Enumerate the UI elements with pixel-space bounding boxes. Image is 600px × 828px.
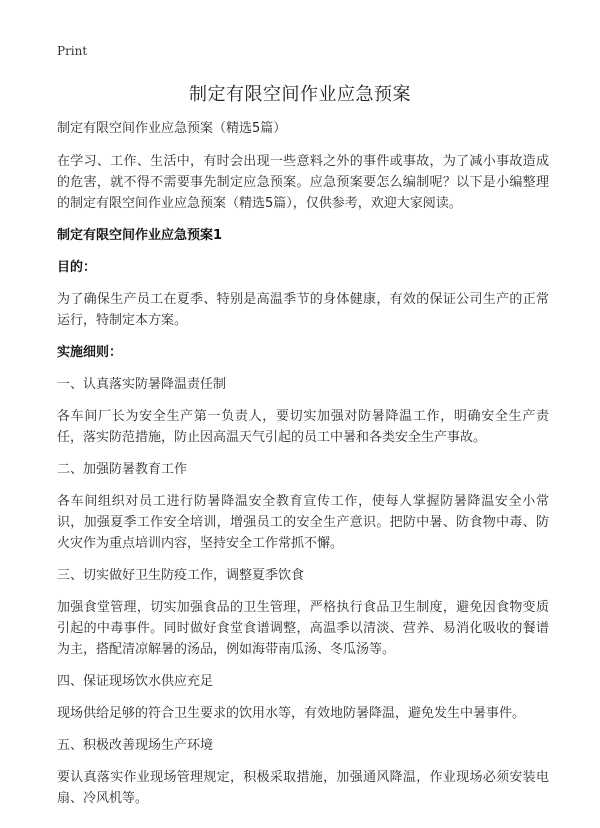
section-1-body: 各车间厂长为安全生产第一负责人，要切实加强对防暑降温工作，明确安全生产责任，落实防范措施，防止因高温天气引起的员工中暑和各类安全生产事故。 [57,409,549,445]
purpose-paragraph: 为了确保生产员工在夏季、特别是高温季节的身体健康，有效的保证公司生产的正常运行，特制定本方案。 [57,292,549,328]
rules-heading: 实施细则： [57,345,123,360]
section-4-body: 现场供给足够的符合卫生要求的饮用水等，有效地防暑降温，避免发生中暑事件。 [57,706,526,721]
section-2-body: 各车间组织对员工进行防暑降温安全教育宣传工作，使每人掌握防暑降温安全小常识，加强夏季工作安全培训，增强员工的安全生产意识。把防中暑、防食物中毒、防火灾作为重点培训内容，坚持安全工作常抓不懈。 [57,494,549,551]
section-3-heading: 三、切实做好卫生防疫工作，调整夏季饮食 [57,568,305,583]
page-title: 制定有限空间作业应急预案 [189,84,411,105]
document-body [57,118,549,820]
section-5-body: 要认真落实作业现场管理规定，积极采取措施，加强通风降温，作业现场必须安装电扇、冷风机等。 [57,770,549,806]
purpose-heading: 目的： [57,260,97,275]
section-2-heading: 二、加强防暑教育工作 [57,462,188,477]
section-1-heading: 一、认真落实防暑降温责任制 [57,377,227,392]
print-link[interactable]: Print [57,44,88,58]
document-subtitle: 制定有限空间作业应急预案（精选5篇） [57,121,287,136]
intro-paragraph: 在学习、工作、生活中，有时会出现一些意料之外的事件或事故，为了减小事故造成的危害，就不得不需要事先制定应急预案。应急预案要怎么编制呢？以下是小编整理的制定有限空间作业应急预案（精选5篇），仅供参考，欢迎大家阅读。 [57,154,549,211]
section-4-heading: 四、保证现场饮水供应充足 [57,674,214,689]
section-5-heading: 五、积极改善现场生产环境 [57,738,214,753]
section-3-body: 加强食堂管理，切实加强食品的卫生管理，严格执行食品卫生制度，避免因食物变质引起的中毒事件。同时做好食堂食谱调整，高温季以清淡、营养、易消化吸收的餐谱为主，搭配清凉解暑的汤品，例如海带南瓜汤、冬瓜汤等。 [57,600,549,657]
case-1-heading: 制定有限空间作业应急预案1 [57,228,223,243]
